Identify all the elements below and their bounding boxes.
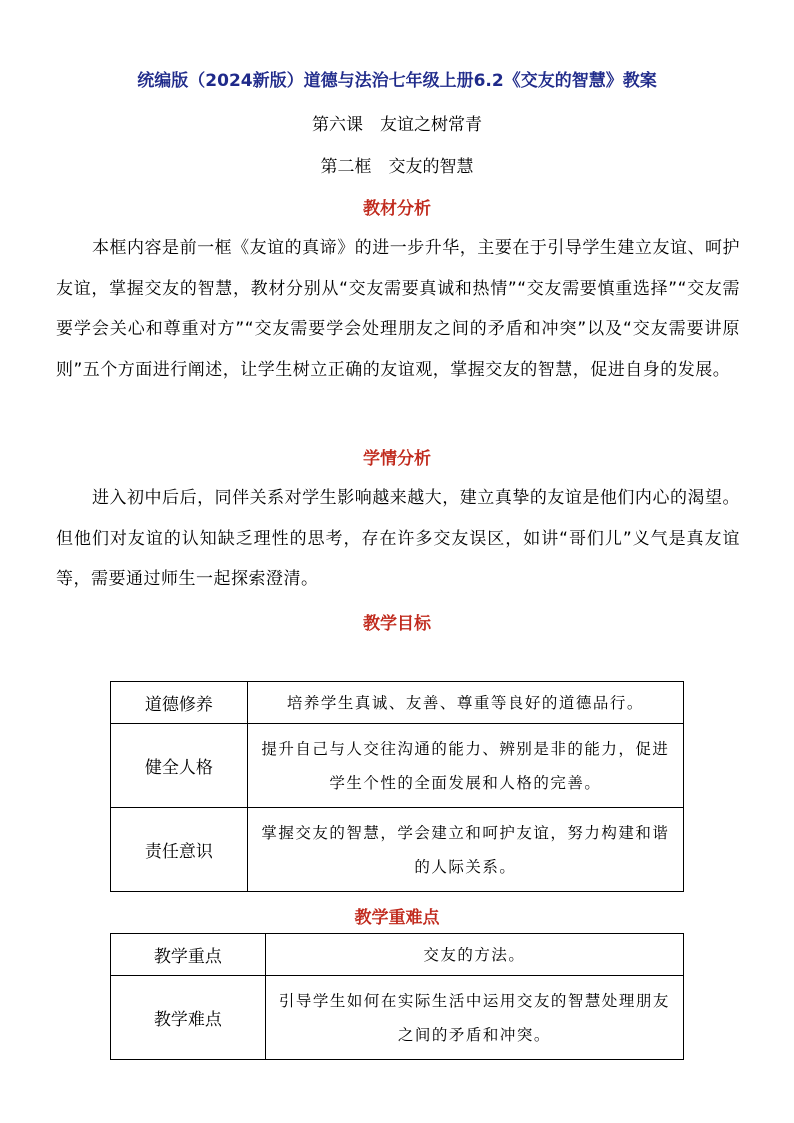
lesson-title: 第六课 友谊之树常青 [312, 115, 482, 135]
goal-label: 责任意识 [111, 808, 248, 892]
analysis-paragraph: 本框内容是前一框《友谊的真谛》的进一步升华，主要在于引导学生建立友谊、呵护友谊，掌握交友的智慧，教材分别从“交友需要真诚和热情”“交友需要慎重选择”“交友需要学会关心和尊重对方”“交友需要学会处理朋友之间的矛盾和冲突”以及“交友需要讲原则”五个方面进行阐述，让学生树立正确的友谊观，掌握交友的智慧，促进自身的发展。 [56, 238, 740, 380]
goal-value: 提升自己与人交往沟通的能力、辨别是非的能力，促进学生个性的全面发展和人格的完善。 [247, 724, 683, 808]
goals-table [110, 681, 684, 892]
table-row [111, 808, 684, 892]
keypoints-table [110, 933, 684, 1060]
goal-label: 健全人格 [111, 724, 248, 808]
table-row [111, 976, 684, 1060]
goal-value: 掌握交友的智慧，学会建立和呵护友谊，努力构建和谐的人际关系。 [247, 808, 683, 892]
students-paragraph: 进入初中后后，同伴关系对学生影响越来越大，建立真挚的友谊是他们内心的渴望。但他们对友谊的认知缺乏理性的思考，存在许多交友误区，如讲“哥们儿”义气是真友谊等，需要通过师生一起探索澄清。 [56, 488, 740, 589]
keypoints-heading: 教学重难点 [354, 908, 440, 928]
section-title: 第二框 交友的智慧 [320, 157, 474, 177]
goal-value: 培养学生真诚、友善、尊重等良好的道德品行。 [247, 682, 683, 724]
table-row [111, 724, 684, 808]
table-row [111, 934, 684, 976]
students-heading: 学情分析 [363, 449, 431, 469]
keypoint-value: 引导学生如何在实际生活中运用交友的智慧处理朋友之间的矛盾和冲突。 [265, 976, 683, 1060]
goal-label: 道德修养 [111, 682, 248, 724]
analysis-heading: 教材分析 [363, 199, 431, 219]
keypoint-label: 教学重点 [111, 934, 266, 976]
table-row [111, 682, 684, 724]
keypoint-value: 交友的方法。 [265, 934, 683, 976]
keypoint-label: 教学难点 [111, 976, 266, 1060]
document-title: 统编版（2024新版）道德与法治七年级上册6.2《交友的智慧》教案 [137, 71, 657, 91]
goals-heading: 教学目标 [363, 614, 431, 634]
